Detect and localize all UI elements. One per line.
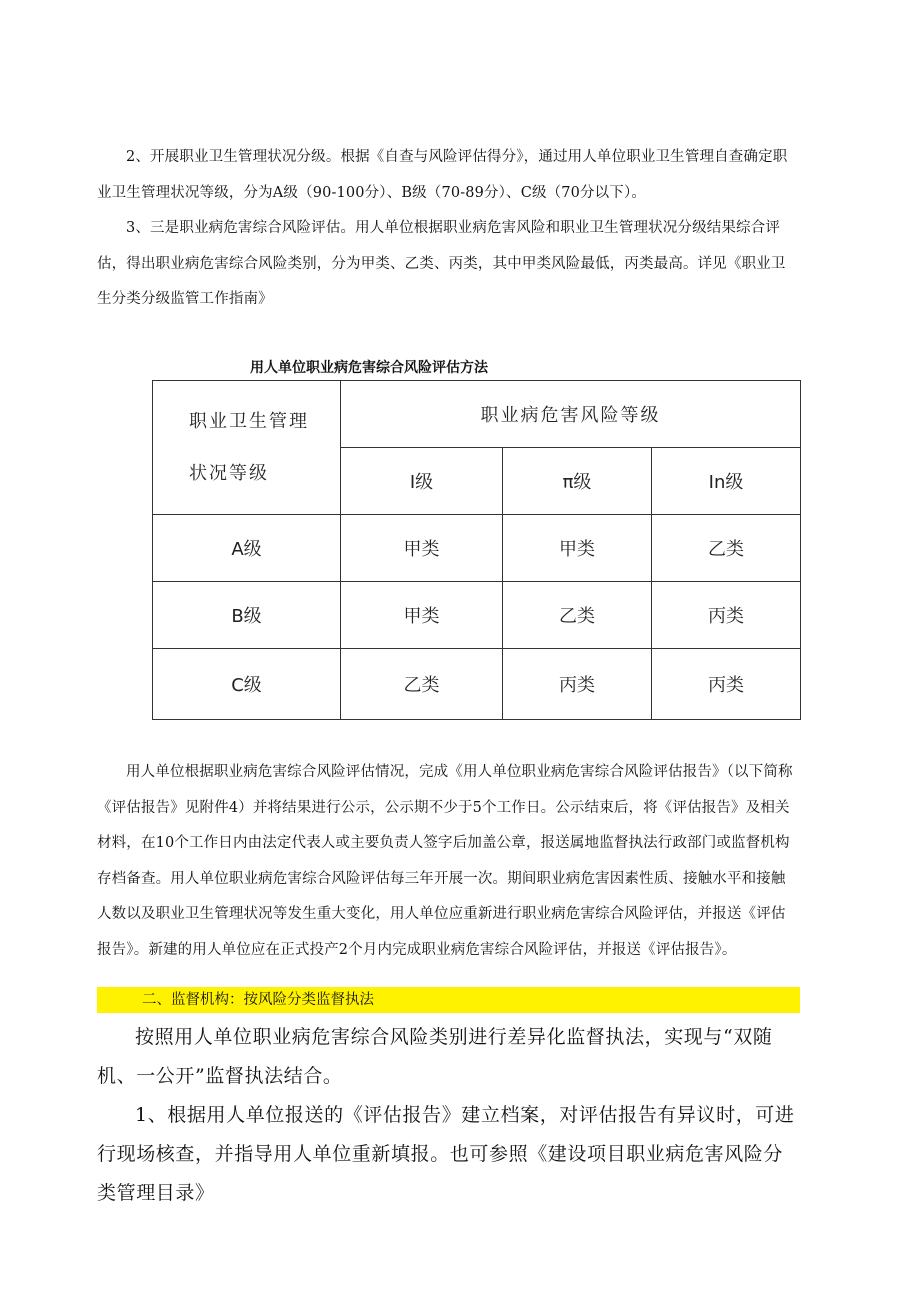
table-header-row (153, 381, 801, 448)
table-row (153, 515, 801, 582)
corner-header-cell (153, 381, 341, 515)
category-cell: 甲类 (341, 582, 503, 649)
category-cell: 甲类 (341, 515, 503, 582)
category-cell: 甲类 (503, 515, 652, 582)
category-cell: 乙类 (503, 582, 652, 649)
category-cell: 乙类 (341, 649, 503, 720)
grade-cell: A级 (153, 515, 341, 582)
paragraph-management-grading-text: 2、开展职业卫生管理状况分级。根据《自查与风险评估得分》，通过用人单位职业卫生管理自查确定职业卫生管理状况等级，分为A级（90-100分）、B级（70-89分）、C级（70分以下）。 (97, 149, 788, 201)
risk-level-1: I级 (341, 448, 503, 515)
corner-header-line-2: 状况等级 (189, 462, 269, 484)
paragraph-report-submission (97, 755, 800, 968)
category-cell: 丙类 (652, 582, 801, 649)
paragraph-item-1 (97, 1096, 800, 1213)
paragraph-report-submission-text: 用人单位根据职业病危害综合风险评估情况，完成《用人单位职业病危害综合风险评估报告》（以下简称《评估报告》见附件4）并将结果进行公示，公示期不少于5个工作日。公示结束后，将《评估报告》及相关材料，在10个工作日内由法定代表人或主要负责人签字后加盖公章，报送属地监督执法行政部门或监督机构存档备查。用人单位职业病危害综合风险评估每三年开展一次。期间职业病危害因素性质、接触水平和接触人数以及职业卫生管理状况等发生重大变化，用人单位应重新进行职业病危害综合风险评估，并报送《评估报告》。新建的用人单位应在正式投产2个月内完成职业病危害综合风险评估，并报送《评估报告》。 (97, 764, 793, 958)
table-row (153, 582, 801, 649)
category-cell: 丙类 (503, 649, 652, 720)
risk-level-2: π级 (503, 448, 652, 515)
paragraph-management-grading (97, 140, 800, 211)
paragraph-comprehensive-risk-text: 3、三是职业病危害综合风险评估。用人单位根据职业病危害风险和职业卫生管理状况分级结果综合评估，得出职业病危害综合风险类别，分为甲类、乙类、丙类，其中甲类风险最低，丙类最高。详见《职业卫生分类分级监管工作指南》 (97, 220, 786, 307)
risk-level-3: In级 (652, 448, 801, 515)
table-row (153, 649, 801, 720)
risk-assessment-table (152, 380, 801, 720)
paragraph-supervision (97, 1018, 800, 1096)
grade-cell: C级 (153, 649, 341, 720)
table-title: 用人单位职业病危害综合风险评估方法 (250, 360, 488, 376)
section-heading-supervision (97, 987, 800, 1013)
paragraph-comprehensive-risk (97, 211, 800, 318)
corner-header-line-1: 职业卫生管理 (189, 410, 309, 432)
paragraph-supervision-text: 按照用人单位职业病危害综合风险类别进行差异化监督执法，实现与“双随机、一公开”监督执法结合。 (97, 1026, 773, 1087)
section-heading-text: 二、监督机构：按风险分类监督执法 (142, 992, 374, 1008)
grade-cell: B级 (153, 582, 341, 649)
paragraph-item-1-text: 1、根据用人单位报送的《评估报告》建立档案，对评估报告有异议时，可进行现场核查，并指导用人单位重新填报。也可参照《建设项目职业病危害风险分类管理目录》 (97, 1104, 795, 1204)
risk-level-header: 职业病危害风险等级 (341, 381, 801, 448)
category-cell: 乙类 (652, 515, 801, 582)
category-cell: 丙类 (652, 649, 801, 720)
